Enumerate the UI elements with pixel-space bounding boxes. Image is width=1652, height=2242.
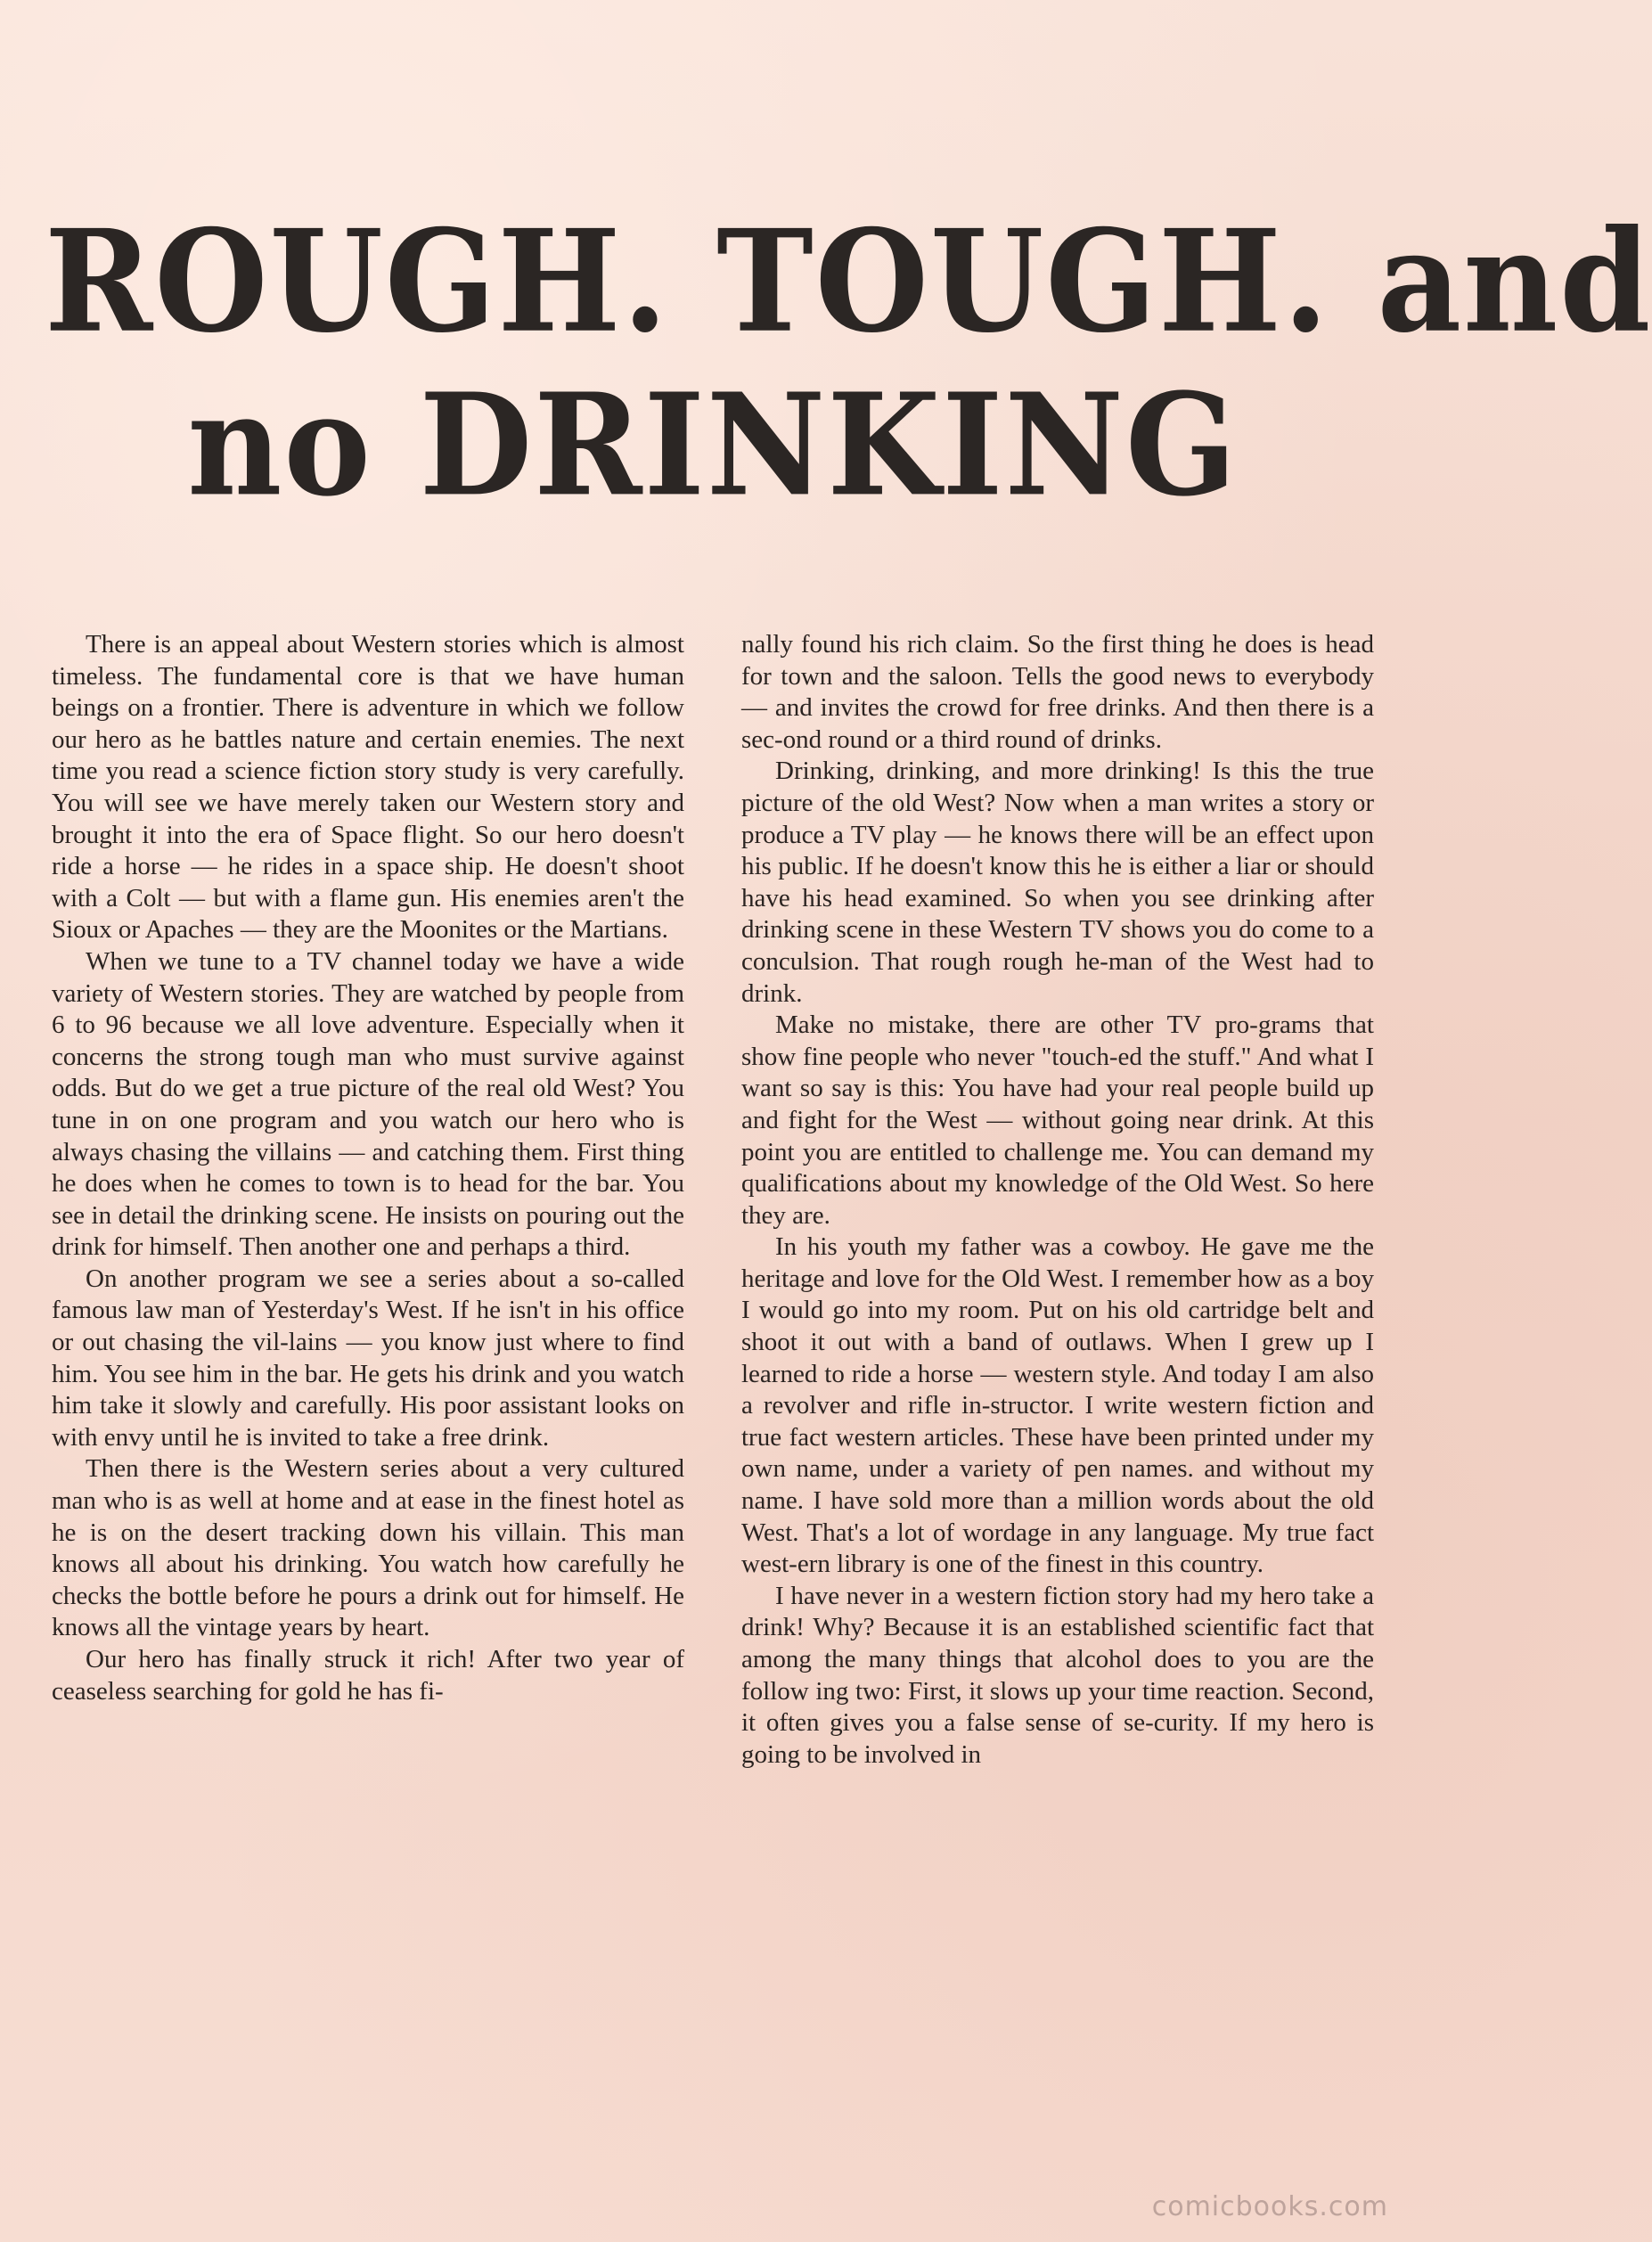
article-title bbox=[45, 199, 1652, 528]
title-line-1: ROUGH. TOUGH. and bbox=[45, 199, 1652, 364]
right-column bbox=[741, 629, 1374, 1771]
title-line-2: no DRINKING bbox=[187, 363, 1239, 528]
left-column bbox=[52, 629, 684, 1707]
site-watermark: comicbooks.com bbox=[1151, 2191, 1388, 2222]
paragraph: Our hero has finally struck it rich! After two year of ceaseless searching for gold he has fi- bbox=[52, 1645, 684, 1706]
paragraph: In his youth my father was a cowboy. He gave me the heritage and love for the Old West. I remember how as a boy I would go into my room. Put on his old cartridge belt and shoot it out with a band of outlaws. When I grew up I learned to ride a horse — western style. And today I am also a revolver and rifle in-structor. I write western fiction and true fact western articles. These have been printed under my own name, under a variety of pen names. and without my name. I have sold more than a million words about the old West. That's a lot of wordage in any language. My true fact west-ern library is one of the finest in this country. bbox=[741, 1232, 1374, 1579]
paragraph: nally found his rich claim. So the first thing he does is head for town and the saloon. Tells the good news to everybody — and invites the crowd for free drinks. And then there is a sec-ond round or a third round of drinks. bbox=[741, 630, 1374, 754]
paragraph: I have never in a western fiction story had my hero take a drink! Why? Because it is an established scientific fact that among the many things that alcohol does to you are the follow ing two: First, it slows up your time reaction. Second, it often gives you a false sense of se-curity. If my hero is going to be involved in bbox=[741, 1581, 1374, 1769]
paragraph: Make no mistake, there are other TV pro-grams that show fine people who never "touch-ed the stuff." And what I want so say is this: You have had your real people build up and fight for the West — without going near drink. At this point you are entitled to challenge me. You can demand my qualifications about my knowledge of the Old West. So here they are. bbox=[741, 1011, 1374, 1230]
paragraph: When we tune to a TV channel today we have a wide variety of Western stories. They are watched by people from 6 to 96 because we all love adventure. Especially when it concerns the strong tough man who must survive against odds. But do we get a true picture of the real old West? You tune in on one program and you watch our hero who is always chasing the villains — and catching them. First thing he does when he comes to town is to head for the bar. You see in detail the drinking scene. He insists on pouring out the drink for himself. Then another one and perhaps a third. bbox=[52, 946, 684, 1262]
paragraph: There is an appeal about Western stories which is almost timeless. The fundamental core is that we have human beings on a frontier. There is adventure in which we follow our hero as he battles nature and certain enemies. The next time you read a science fiction story study is very carefully. You will see we have merely taken our Western story and brought it into the era of Space flight. So our hero doesn't ride a horse — he rides in a space ship. He doesn't shoot with a Colt — but with a flame gun. His enemies aren't the Sioux or Apaches — they are the Moonites or the Martians. bbox=[52, 630, 684, 945]
paragraph: On another program we see a series about a so-called famous law man of Yesterday's West. If he isn't in his office or out chasing the vil-lains — you know just where to find him. You see him in the bar. He gets his drink and you watch him take it slowly and carefully. His poor assistant looks on with envy until he is invited to take a free drink. bbox=[52, 1264, 684, 1452]
paragraph: Drinking, drinking, and more drinking! Is this the true picture of the old West? Now when a man writes a story or produce a TV play — he knows there will be an effect upon his public. If he doesn't know this he is either a liar or should have his head examined. So when you see drinking after drinking scene in these Western TV shows you do come to a conculsion. That rough rough he-man of the West had to drink. bbox=[741, 757, 1374, 1008]
paragraph: Then there is the Western series about a very cultured man who is as well at home and at ease in the finest hotel as he is on the desert tracking down his villain. This man knows all about his drinking. You watch how carefully he checks the bottle before he pours a drink out for himself. He knows all the vintage years by heart. bbox=[52, 1454, 684, 1642]
